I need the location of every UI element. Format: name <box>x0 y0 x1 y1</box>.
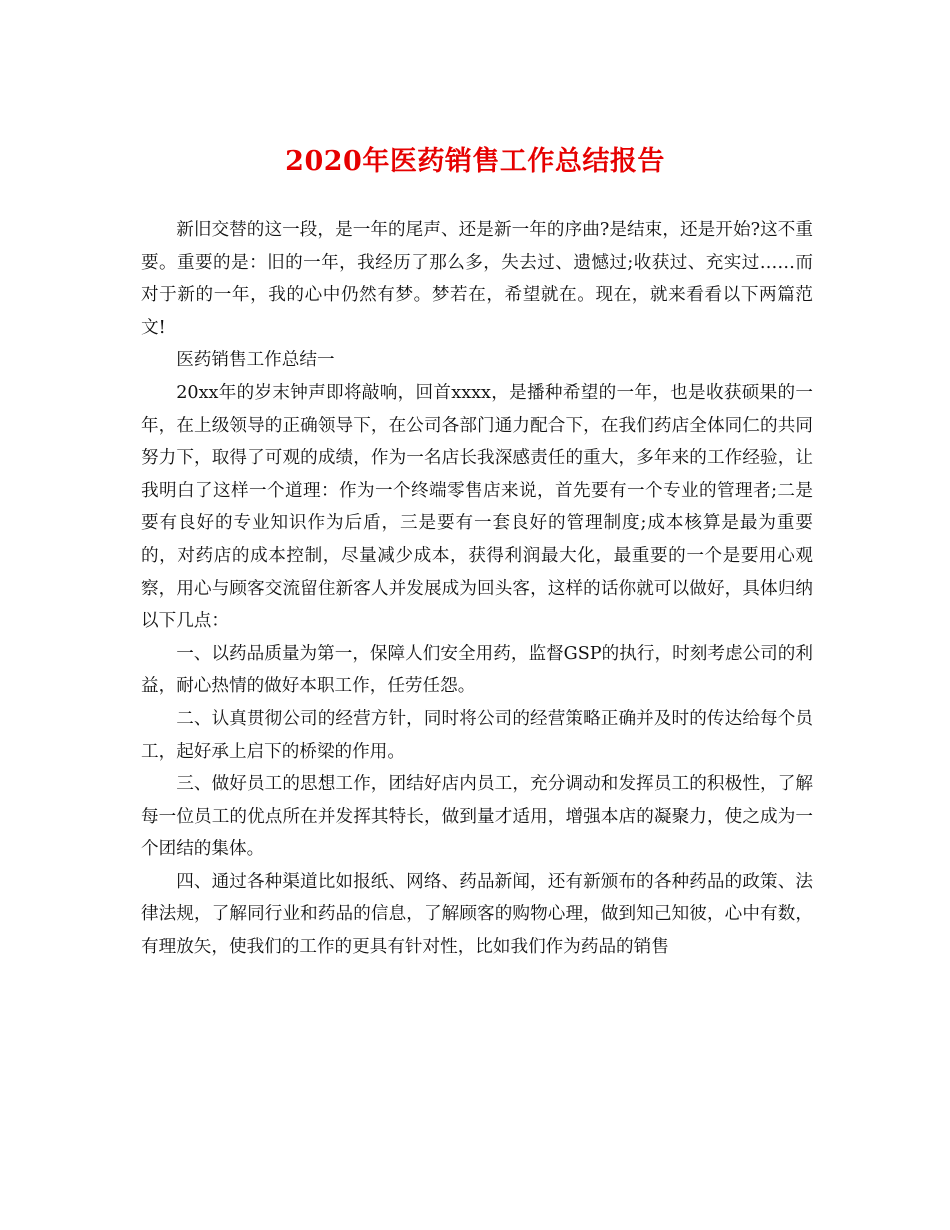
list-item-3: 三、做好员工的思想工作，团结好店内员工，充分调动和发挥员工的积极性，了解每一位员工的优点所在并发挥其特长，做到量才适用，增强本店的凝聚力，使之成为一个团结的集体。 <box>141 774 813 860</box>
list-item-2: 二、认真贯彻公司的经营方针，同时将公司的经营策略正确并及时的传达给每个员工，起好承上启下的桥梁的作用。 <box>141 708 813 762</box>
section-heading: 医药销售工作总结一 <box>176 350 335 371</box>
document-title: 2020年医药销售工作总结报告 <box>285 146 665 177</box>
intro-paragraph: 新旧交替的这一段，是一年的尾声、还是新一年的序曲?是结束，还是开始?这不重要。重要的是：旧的一年，我经历了那么多，失去过、遗憾过;收获过、充实过……而对于新的一年，我的心中仍然有梦。梦若在，希望就在。现在，就来看看以下两篇范文! <box>141 220 813 338</box>
list-item-4: 四、通过各种渠道比如报纸、网络、药品新闻，还有新颁布的各种药品的政策、法律法规，了解同行业和药品的信息，了解顾客的购物心理，做到知己知彼，心中有数，有理放矢，使我们的工作的更具有针对性，比如我们作为药品的销售 <box>141 871 813 958</box>
list-item-1: 一、以药品质量为第一，保障人们安全用药，监督GSP的执行，时刻考虑公司的利益，耐心热情的做好本职工作，任劳任怨。 <box>141 643 813 697</box>
document-body <box>141 214 813 964</box>
body-paragraph: 20xx年的岁末钟声即将敲响，回首xxxx，是播种希望的一年，也是收获硕果的一年，在上级领导的正确领导下，在公司各部门通力配合下，在我们药店全体同仁的共同努力下，取得了可观的成绩，作为一名店长我深感责任的重大，多年来的工作经验，让我明白了这样一个道理：作为一个终端零售店来说，首先要有一个专业的管理者;二是要有良好的专业知识作为后盾，三是要有一套良好的管理制度;成本核算是最为重要的，对药店的成本控制，尽量减少成本，获得利润最大化，最重要的一个是要用心观察，用心与顾客交流留住新客人并发展成为回头客，这样的话你就可以做好，具体归纳以下几点： <box>141 382 813 632</box>
